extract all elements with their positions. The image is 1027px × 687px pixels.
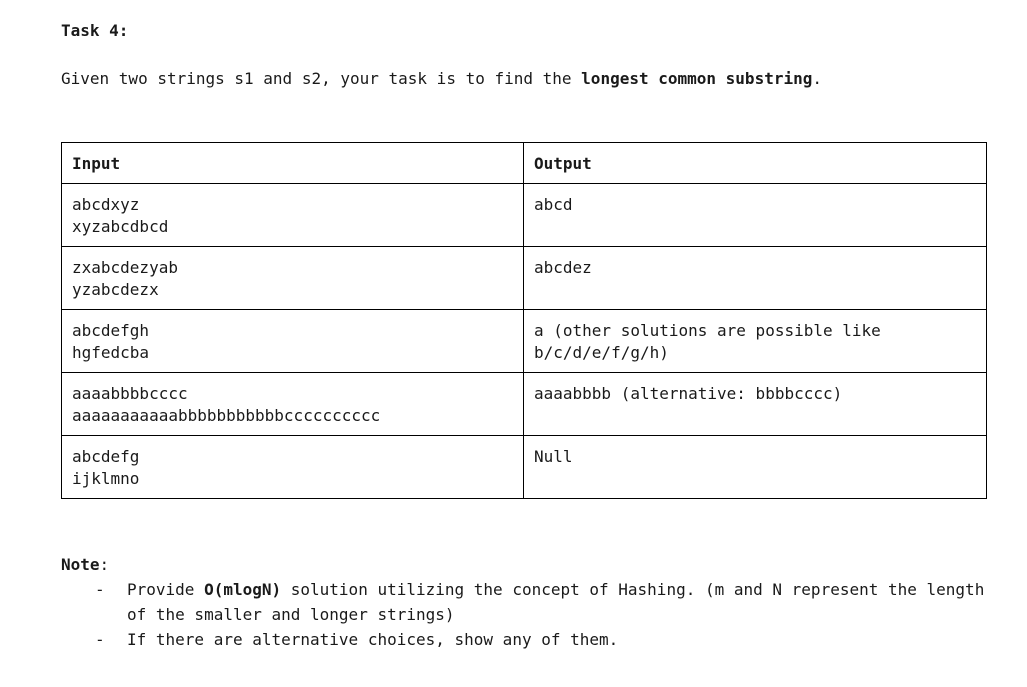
input-line: abcdefg — [72, 447, 140, 466]
output-line: a (other solutions are possible like — [534, 321, 881, 340]
output-cell — [524, 373, 987, 436]
output-cell — [524, 310, 987, 373]
output-line: aaaabbbb (alternative: bbbbcccc) — [534, 384, 843, 403]
input-line: hgfedcba — [72, 343, 150, 362]
task-description-suffix: . — [812, 69, 822, 88]
note-text-emphasis: O(mlogN) — [204, 580, 282, 599]
dash-bullet: - — [95, 630, 105, 649]
input-cell — [62, 247, 524, 310]
table-row — [62, 310, 987, 373]
input-cell — [62, 310, 524, 373]
input-line: ijklmno — [72, 469, 140, 488]
note-item — [61, 577, 991, 627]
output-line: abcd — [534, 195, 573, 214]
table-header-row — [62, 143, 987, 184]
output-cell — [524, 247, 987, 310]
note-text-prefix: If there are alternative choices, show any of them. — [127, 630, 619, 649]
output-cell — [524, 436, 987, 499]
io-table — [61, 142, 987, 499]
note-list — [61, 577, 991, 652]
input-cell — [62, 373, 524, 436]
task-description-emphasis: longest common substring — [581, 69, 813, 88]
task-description-prefix: Given two strings s1 and s2, your task is to find the — [61, 69, 582, 88]
input-line: aaaaaaaaaaabbbbbbbbbbbcccccccccc — [72, 406, 381, 425]
input-line: abcdefgh — [72, 321, 150, 340]
output-line: b/c/d/e/f/g/h) — [534, 343, 669, 362]
note-item — [61, 627, 991, 652]
output-line: Null — [534, 447, 573, 466]
table-row — [62, 184, 987, 247]
header-input: Input — [62, 143, 524, 184]
table-row — [62, 247, 987, 310]
dash-bullet: - — [95, 580, 105, 599]
input-cell — [62, 436, 524, 499]
task-title: Task 4: — [61, 21, 129, 40]
table-row — [62, 436, 987, 499]
input-line: zxabcdezyab — [72, 258, 178, 277]
task-description — [61, 68, 822, 90]
output-line: abcdez — [534, 258, 592, 277]
input-line: abcdxyz — [72, 195, 140, 214]
note-title-colon: : — [99, 555, 110, 574]
input-line: aaaabbbbcccc — [72, 384, 188, 403]
table-row — [62, 373, 987, 436]
note-text-suffix: solution utilizing the concept of Hashing. (m and N represent the length of the smaller and longer strings) — [127, 580, 985, 624]
header-output: Output — [524, 143, 987, 184]
note-text-prefix: Provide — [127, 580, 205, 599]
input-cell — [62, 184, 524, 247]
input-line: xyzabcdbcd — [72, 217, 169, 236]
output-cell — [524, 184, 987, 247]
note-title-text: Note — [61, 555, 100, 574]
note-title — [61, 554, 109, 576]
input-line: yzabcdezx — [72, 280, 159, 299]
